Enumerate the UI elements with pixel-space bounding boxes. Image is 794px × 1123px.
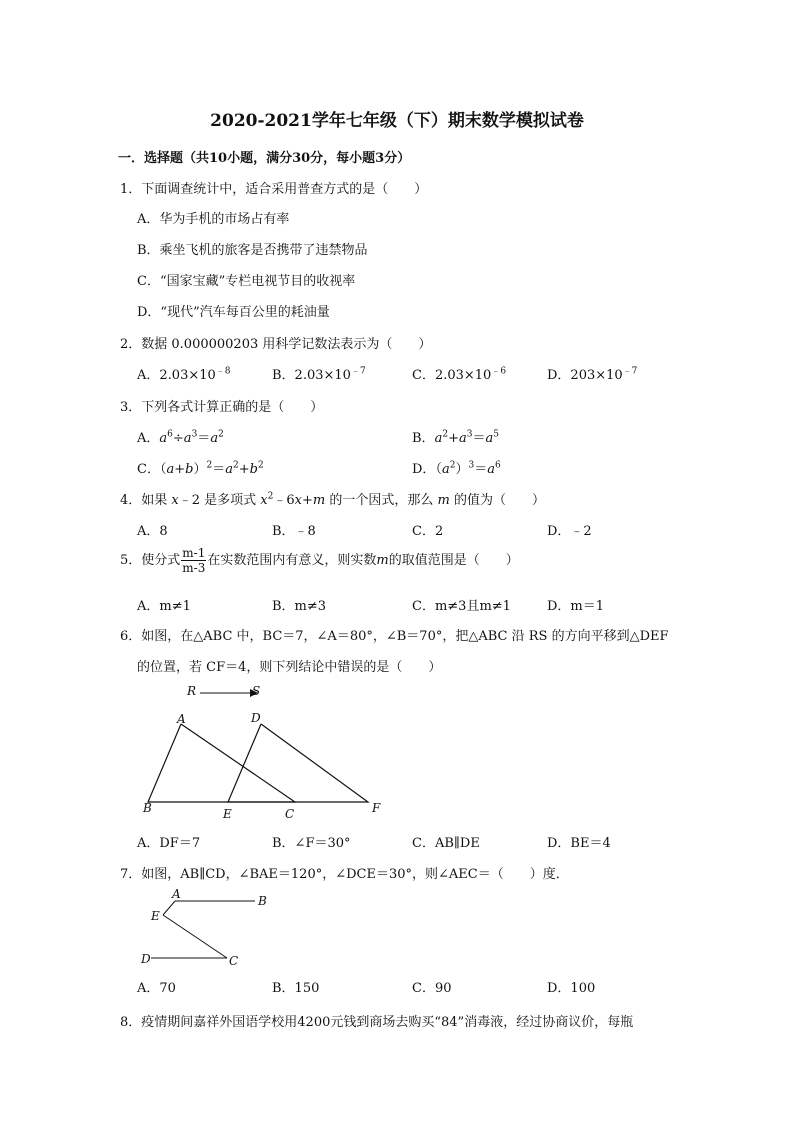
question-2-option-d: D．$203\times 10^{﹣7}$ — [547, 366, 638, 383]
question-8-stem: 8．疫情期间嘉祥外国语学校用4200元钱到商场去购买“84”消毒液，经过协商议价，每瓶 — [120, 1015, 634, 1030]
arrow-rs — [200, 689, 258, 697]
label-b: B — [143, 801, 152, 815]
question-6-option-c: C．AB∥DE — [412, 836, 480, 851]
question-7-option-d: D．100 — [547, 981, 596, 996]
page-title: 2020-2021学年七年级（下）期末数学模拟试卷 — [210, 111, 584, 131]
label-s: S — [252, 684, 261, 698]
question-2-option-b: B．$2.03\times 10^{﹣7}$ — [272, 366, 366, 383]
fraction: $\frac{m-1}{m-3}$ — [182, 546, 206, 575]
triangle-def — [228, 724, 368, 802]
label-d: D — [251, 711, 261, 725]
question-6-option-a: A．DF＝7 — [137, 836, 201, 851]
question-3-option-b: B．$a^2+a^3=a^5$ — [412, 429, 499, 446]
question-3-stem: 3．下列各式计算正确的是（ ） — [120, 400, 324, 415]
section-heading: 一．选择题（共10小题，满分30分，每小题3分） — [118, 151, 411, 166]
question-7-figure — [135, 885, 275, 970]
question-5-stem: 5．使分式 $\frac{m-1}{m-3}$ 在实数范围内有意义，则实数m的取值范围是（ ） — [120, 546, 519, 575]
question-1-stem: 1．下面调查统计中，适合采用普查方式的是（ ） — [120, 182, 428, 197]
question-6-line-2: 的位置，若 CF＝4，则下列结论中错误的是（ ） — [137, 660, 442, 675]
label-a: A — [172, 887, 181, 901]
question-6-line-1: 6．如图，在△ABC 中，BC＝7，∠A＝80°，∠B＝70°，把△ABC 沿 RS 的方向平移到△DEF — [120, 629, 669, 644]
question-6-figure — [130, 680, 400, 825]
line-ec — [163, 915, 227, 958]
question-1-option-a: A．华为手机的市场占有率 — [137, 212, 290, 227]
label-d: D — [141, 952, 151, 966]
label-c: C — [285, 807, 295, 821]
question-4-option-b: B．﹣8 — [272, 524, 316, 539]
question-1-option-d: D．“现代”汽车每百公里的耗油量 — [137, 305, 330, 320]
label-b: B — [258, 894, 267, 908]
label-f: F — [372, 801, 381, 815]
label-e: E — [151, 909, 160, 923]
question-5-option-c: C．m≠3且m≠1 — [412, 599, 511, 614]
question-7-stem: 7．如图，AB∥CD，∠BAE＝120°，∠DCE＝30°，则∠AEC＝（ ）度． — [120, 867, 569, 882]
question-6-option-b: B．∠F＝30° — [272, 836, 351, 851]
question-7-option-c: C．90 — [412, 981, 452, 996]
label-c: C — [229, 954, 239, 968]
question-1-option-c: C．“国家宝藏”专栏电视节目的收视率 — [137, 274, 356, 289]
question-7-option-a: A．70 — [137, 981, 176, 996]
label-a: A — [177, 712, 186, 726]
question-2-stem: 2．数据 0.000000203 用科学记数法表示为（ ） — [120, 337, 432, 352]
question-4-stem: 4．如果 x﹣2 是多项式 $x^2﹣6x+m$ 的一个因式，那么 m 的值为（ ） — [120, 491, 545, 508]
question-4-option-c: C．2 — [412, 524, 444, 539]
question-4-option-a: A．8 — [137, 524, 168, 539]
question-7-option-b: B．150 — [272, 981, 320, 996]
question-3-option-d: D．$(a^2)^3=a^6$ — [412, 460, 501, 477]
label-e: E — [223, 807, 232, 821]
question-1-option-b: B．乘坐飞机的旅客是否携带了违禁物品 — [137, 243, 368, 258]
question-2-option-a: A．$2.03\times 10^{﹣8}$ — [137, 366, 231, 383]
question-3-option-c: C．$(a+b)^2=a^2+b^2$ — [137, 460, 264, 477]
question-5-option-d: D．m＝1 — [547, 599, 605, 614]
question-5-option-a: A．m≠1 — [137, 599, 191, 614]
label-r: R — [187, 684, 197, 698]
question-6-option-d: D．BE＝4 — [547, 836, 611, 851]
line-ae — [163, 901, 175, 915]
question-3-option-a: A．$a^6\div a^3=a^2$ — [137, 429, 224, 446]
question-5-option-b: B．m≠3 — [272, 599, 327, 614]
question-4-option-d: D．﹣2 — [547, 524, 592, 539]
question-2-option-c: C．$2.03\times 10^{﹣6}$ — [412, 366, 507, 383]
triangle-abc — [148, 724, 295, 802]
